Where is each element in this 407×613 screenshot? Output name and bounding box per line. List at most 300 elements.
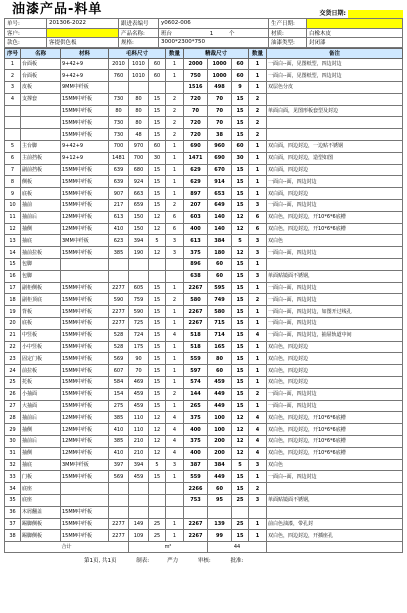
product-value [159, 28, 269, 38]
row-material: 15MM中纤板 [61, 129, 109, 141]
row-remark: 双白色，四边封边，开10*6*6底槽 [267, 211, 403, 223]
row-index [5, 117, 21, 129]
fine-qty: 4 [249, 329, 267, 341]
row-material: 9MM中纤板 [61, 82, 109, 94]
sum-blank [267, 542, 403, 553]
rough-qty: 1 [166, 318, 184, 330]
fine-length [184, 506, 208, 518]
fine-length: 518 [184, 329, 208, 341]
row-material: 15MM中纤板 [61, 294, 109, 306]
rough-width [129, 494, 149, 506]
rough-qty: 6 [166, 211, 184, 223]
rough-length: 569 [109, 471, 129, 483]
fine-length: 597 [184, 365, 208, 377]
table-row [5, 377, 403, 389]
row-material: 9+42+9 [61, 58, 109, 70]
rough-thick: 15 [149, 129, 166, 141]
table-row [5, 129, 403, 141]
fine-width: 714 [208, 329, 232, 341]
fine-qty: 1 [249, 306, 267, 318]
rough-qty: 4 [166, 436, 184, 448]
rough-thick: 15 [149, 306, 166, 318]
fine-length: 70 [184, 105, 208, 117]
row-name: 门板 [21, 471, 61, 483]
table-row [5, 223, 403, 235]
rough-length: 730 [109, 117, 129, 129]
table-row [5, 82, 403, 94]
fine-width: 653 [208, 188, 232, 200]
rough-width: 700 [129, 152, 149, 164]
fine-thick: 12 [232, 223, 249, 235]
row-material: 15MM中纤板 [61, 353, 109, 365]
table-row [5, 58, 403, 70]
fine-qty: 1 [249, 400, 267, 412]
fine-width: 200 [208, 436, 232, 448]
fine-qty: 1 [249, 70, 267, 82]
rough-thick: 15 [149, 164, 166, 176]
fine-width: 1000 [208, 58, 232, 70]
rough-qty: 2 [166, 200, 184, 212]
rough-width: 459 [129, 400, 149, 412]
fine-thick: 25 [232, 494, 249, 506]
fine-qty: 4 [249, 424, 267, 436]
rough-thick: 15 [149, 294, 166, 306]
rough-qty: 3 [166, 247, 184, 259]
table-row [5, 436, 403, 448]
maker-value: 严力 [167, 558, 179, 565]
maker-label: 制表: [136, 558, 150, 565]
fine-thick: 15 [232, 365, 249, 377]
fine-thick: 9 [232, 82, 249, 94]
row-material: 3MM中纤板 [61, 235, 109, 247]
row-material: 15MM中纤板 [61, 329, 109, 341]
rough-width: 759 [129, 294, 149, 306]
spec-label: 规格: [119, 38, 159, 48]
fine-qty: 1 [249, 141, 267, 153]
rough-thick: 15 [149, 105, 166, 117]
row-material: 12MM中纤板 [61, 447, 109, 459]
rough-width: 190 [129, 247, 149, 259]
rough-length [109, 483, 129, 495]
fine-thick: 12 [232, 424, 249, 436]
row-name: 踢脚侧板 [21, 518, 61, 530]
rough-length [109, 270, 129, 282]
row-remark: 双白色，四边封边，开10*6*6底槽 [267, 424, 403, 436]
row-remark: 双白面，四边封边，一边贴不锈钢 [267, 141, 403, 153]
table-row [5, 365, 403, 377]
fine-qty: 1 [249, 152, 267, 164]
track-value: y0602-006 [159, 19, 269, 29]
row-name: 抽底 [21, 235, 61, 247]
table-row [5, 400, 403, 412]
rough-width: 90 [129, 353, 149, 365]
fine-width: 595 [208, 282, 232, 294]
row-remark: 一面白--面，四边封边 [267, 400, 403, 412]
row-name: 抽侧 [21, 424, 61, 436]
row-name: 副柜侧板 [21, 282, 61, 294]
fine-thick: 15 [232, 353, 249, 365]
rough-width: 110 [129, 412, 149, 424]
table-row [5, 105, 403, 117]
page-indicator: 第1页, 共1页 [84, 558, 117, 565]
table-row [5, 412, 403, 424]
fine-length: 574 [184, 377, 208, 389]
fine-thick: 15 [232, 483, 249, 495]
fine-length: 720 [184, 129, 208, 141]
fine-length: 1516 [184, 82, 208, 94]
rough-thick: 12 [149, 223, 166, 235]
fine-width [208, 506, 232, 518]
rough-thick: 15 [149, 188, 166, 200]
fine-length: 559 [184, 353, 208, 365]
rough-qty: 2 [166, 129, 184, 141]
rough-width [129, 82, 149, 94]
rough-thick: 15 [149, 282, 166, 294]
row-material: 9+42+9 [61, 141, 109, 153]
fine-thick: 25 [232, 518, 249, 530]
fine-length: 2267 [184, 530, 208, 542]
row-remark: 一面白--面，四边封边，抽屉轨道中间 [267, 329, 403, 341]
rough-width: 970 [129, 141, 149, 153]
fine-length: 265 [184, 400, 208, 412]
rough-thick: 15 [149, 471, 166, 483]
row-name: 包脚 [21, 270, 61, 282]
fine-width: 449 [208, 400, 232, 412]
row-remark: 单面贴镜面不锈钢， [267, 494, 403, 506]
rough-qty: 1 [166, 176, 184, 188]
fine-length: 375 [184, 436, 208, 448]
rough-width [129, 270, 149, 282]
row-name: 抽前后 [21, 211, 61, 223]
rough-width: 150 [129, 211, 149, 223]
row-index: 14 [5, 247, 21, 259]
fine-qty: 1 [249, 176, 267, 188]
rough-thick: 60 [149, 58, 166, 70]
fine-width: 60 [208, 483, 232, 495]
fine-width: 100 [208, 424, 232, 436]
rough-thick [149, 259, 166, 271]
row-remark: 双白色，四边封边，开10*6*6底槽 [267, 223, 403, 235]
row-material: 15MM中纤板 [61, 188, 109, 200]
rough-qty [166, 494, 184, 506]
rough-qty: 1 [166, 141, 184, 153]
fine-qty: 2 [249, 105, 267, 117]
fine-width: 1000 [208, 70, 232, 82]
rough-thick: 12 [149, 436, 166, 448]
fine-length: 629 [184, 164, 208, 176]
fine-thick: 12 [232, 211, 249, 223]
fine-qty: 1 [249, 365, 267, 377]
rough-thick: 12 [149, 412, 166, 424]
row-remark: 一面白--面，四边封边 [267, 318, 403, 330]
fine-length: 2267 [184, 282, 208, 294]
fine-qty: 3 [249, 247, 267, 259]
rough-width: 150 [129, 223, 149, 235]
fine-qty: 1 [249, 58, 267, 70]
rough-length: 907 [109, 188, 129, 200]
product-name: 班台 [161, 30, 173, 37]
fine-qty: 4 [249, 447, 267, 459]
row-index: 10 [5, 200, 21, 212]
row-remark: 双白面，四边封边 [267, 164, 403, 176]
row-remark: 一面白--面，见图纸型，四边封边 [267, 70, 403, 82]
sum-row [5, 542, 403, 553]
fine-width: 95 [208, 494, 232, 506]
rough-qty: 1 [166, 70, 184, 82]
rough-length: 2277 [109, 318, 129, 330]
rough-qty: 2 [166, 93, 184, 105]
row-index: 27 [5, 400, 21, 412]
row-material: 15MM中纤板 [61, 388, 109, 400]
fine-width: 914 [208, 176, 232, 188]
fine-length: 1471 [184, 152, 208, 164]
row-remark [267, 483, 403, 495]
row-remark: 一面白--面，四边封边 [267, 282, 403, 294]
row-name [21, 105, 61, 117]
fine-length: 629 [184, 176, 208, 188]
row-name: 底座 [21, 483, 61, 495]
fine-thick: 12 [232, 436, 249, 448]
row-name: 底板 [21, 318, 61, 330]
fine-qty: 1 [249, 471, 267, 483]
rough-width: 590 [129, 306, 149, 318]
row-remark: 双白色，四边封边 [267, 341, 403, 353]
row-name [21, 117, 61, 129]
fine-thick: 60 [232, 141, 249, 153]
fine-length: 2267 [184, 306, 208, 318]
fine-thick: 15 [232, 377, 249, 389]
rough-qty: 2 [166, 294, 184, 306]
fine-width: 449 [208, 388, 232, 400]
table-row [5, 424, 403, 436]
fine-length: 613 [184, 235, 208, 247]
fine-width: 70 [208, 93, 232, 105]
table-row [5, 188, 403, 200]
row-index: 32 [5, 459, 21, 471]
table-row [5, 506, 403, 518]
row-name: 木屑翻盖 [21, 506, 61, 518]
track-label: 跟进表编号 [119, 19, 159, 29]
rough-length: 607 [109, 365, 129, 377]
table-row [5, 459, 403, 471]
product-qty: 1 [209, 30, 214, 37]
col-fine-qty: 数量 [249, 48, 267, 58]
row-remark [267, 117, 403, 129]
row-index: 8 [5, 176, 21, 188]
row-index: 35 [5, 494, 21, 506]
table-row [5, 306, 403, 318]
row-name [21, 129, 61, 141]
rough-width: 680 [129, 164, 149, 176]
table-row [5, 329, 403, 341]
row-material [61, 259, 109, 271]
table-row [5, 200, 403, 212]
rough-length: 410 [109, 223, 129, 235]
row-name: 副前挡板 [21, 164, 61, 176]
rough-width: 459 [129, 471, 149, 483]
table-row [5, 353, 403, 365]
fine-qty: 2 [249, 117, 267, 129]
rough-width [129, 483, 149, 495]
style-value: 客提供色板 [47, 38, 119, 48]
row-remark: 一面白--面，见图纸型，四边封边 [267, 58, 403, 70]
row-material: 15MM中纤板 [61, 471, 109, 483]
row-remark: 双白色，四边封边，开插座孔 [267, 530, 403, 542]
fine-qty: 1 [249, 282, 267, 294]
ship-date-value[interactable] [348, 10, 403, 18]
fine-thick: 15 [232, 388, 249, 400]
row-material: 15MM中纤板 [61, 400, 109, 412]
row-index: 2 [5, 70, 21, 82]
row-index: 1 [5, 58, 21, 70]
rough-length: 2277 [109, 282, 129, 294]
fine-width: 580 [208, 306, 232, 318]
row-index: 37 [5, 518, 21, 530]
row-index: 30 [5, 436, 21, 448]
rough-qty: 1 [166, 471, 184, 483]
table-row [5, 294, 403, 306]
paint-type-value: 封闭漆 [307, 38, 403, 48]
row-name: 抽前后 [21, 436, 61, 448]
table-body [5, 58, 403, 542]
row-material: 9+42+9 [61, 70, 109, 82]
sum-value: 44 [208, 542, 267, 553]
material-label: 材质: [269, 28, 307, 38]
row-index: 6 [5, 152, 21, 164]
rough-width: 724 [129, 329, 149, 341]
rough-width: 394 [129, 235, 149, 247]
row-remark: 一面白--面，四边封边 [267, 388, 403, 400]
fine-width: 99 [208, 530, 232, 542]
row-material: 3MM中纤板 [61, 459, 109, 471]
rough-length: 217 [109, 200, 129, 212]
row-index: 24 [5, 365, 21, 377]
rough-qty [166, 483, 184, 495]
rough-thick [149, 270, 166, 282]
rough-qty: 1 [166, 365, 184, 377]
fine-length: 690 [184, 141, 208, 153]
row-remark: 双白色，四边封边 [267, 365, 403, 377]
approver-label: 批准: [230, 558, 244, 565]
fine-qty: 1 [249, 164, 267, 176]
row-name: 小中竖板 [21, 341, 61, 353]
rough-thick: 12 [149, 424, 166, 436]
row-material [61, 483, 109, 495]
rough-length: 385 [109, 436, 129, 448]
fine-length: 400 [184, 424, 208, 436]
rough-qty: 1 [166, 353, 184, 365]
fine-qty: 4 [249, 412, 267, 424]
rough-length [109, 494, 129, 506]
fine-thick: 15 [232, 471, 249, 483]
customer-value[interactable] [47, 28, 119, 38]
rough-length: 80 [109, 105, 129, 117]
rough-width: 459 [129, 388, 149, 400]
row-remark: 双层色分皮 [267, 82, 403, 94]
row-material: 15MM中纤板 [61, 377, 109, 389]
rough-length: 590 [109, 294, 129, 306]
row-remark: 一面白--面，四边封边 [267, 294, 403, 306]
rough-width: 605 [129, 282, 149, 294]
fine-thick: 15 [232, 164, 249, 176]
prod-date-value[interactable] [307, 19, 403, 29]
row-index: 31 [5, 447, 21, 459]
rough-qty: 4 [166, 424, 184, 436]
fine-length: 559 [184, 471, 208, 483]
fine-width: 960 [208, 141, 232, 153]
row-name: 皮板 [21, 82, 61, 94]
fine-thick: 15 [232, 259, 249, 271]
row-index: 25 [5, 377, 21, 389]
style-label: 款色: [5, 38, 47, 48]
table-row [5, 318, 403, 330]
fine-thick: 12 [232, 247, 249, 259]
col-fine-size: 精裁尺寸 [184, 48, 249, 58]
rough-width: 924 [129, 176, 149, 188]
table-row [5, 530, 403, 542]
row-index: 19 [5, 306, 21, 318]
fine-thick: 15 [232, 318, 249, 330]
table-row [5, 471, 403, 483]
fine-length: 518 [184, 341, 208, 353]
row-remark [267, 129, 403, 141]
row-material: 15MM中纤板 [61, 518, 109, 530]
rough-qty: 4 [166, 447, 184, 459]
rough-thick: 15 [149, 365, 166, 377]
row-remark: 单面贴镜面不锈钢， [267, 270, 403, 282]
fine-qty: 3 [249, 270, 267, 282]
fine-width: 70 [208, 117, 232, 129]
rough-qty: 1 [166, 530, 184, 542]
rough-length: 528 [109, 329, 129, 341]
row-name: 主前挡板 [21, 152, 61, 164]
rough-length: 385 [109, 412, 129, 424]
rough-length: 569 [109, 353, 129, 365]
fine-qty: 2 [249, 93, 267, 105]
fine-width: 459 [208, 377, 232, 389]
fine-width: 140 [208, 223, 232, 235]
row-name: 中竖板 [21, 329, 61, 341]
fine-width: 60 [208, 259, 232, 271]
fine-length: 720 [184, 93, 208, 105]
rough-thick [149, 494, 166, 506]
fine-thick: 15 [232, 400, 249, 412]
rough-length: 397 [109, 459, 129, 471]
rough-qty: 1 [166, 58, 184, 70]
rough-thick: 30 [149, 152, 166, 164]
row-remark: 双白色，四边封边，开10*6*6底槽 [267, 412, 403, 424]
rough-width: 663 [129, 188, 149, 200]
row-index: 4 [5, 93, 21, 105]
table-row [5, 141, 403, 153]
fine-width: 384 [208, 459, 232, 471]
fine-length: 375 [184, 247, 208, 259]
rough-length: 2277 [109, 518, 129, 530]
fine-width: 649 [208, 200, 232, 212]
row-index: 16 [5, 270, 21, 282]
ship-date-label: 交货日期: [319, 10, 346, 17]
fine-length: 2267 [184, 318, 208, 330]
fine-length: 897 [184, 188, 208, 200]
rough-thick: 15 [149, 329, 166, 341]
rough-width: 659 [129, 200, 149, 212]
fine-qty: 6 [249, 211, 267, 223]
fine-length: 750 [184, 70, 208, 82]
fine-length: 144 [184, 388, 208, 400]
row-name: 踢脚侧板 [21, 530, 61, 542]
fine-thick: 30 [232, 152, 249, 164]
row-material: 15MM中纤板 [61, 506, 109, 518]
